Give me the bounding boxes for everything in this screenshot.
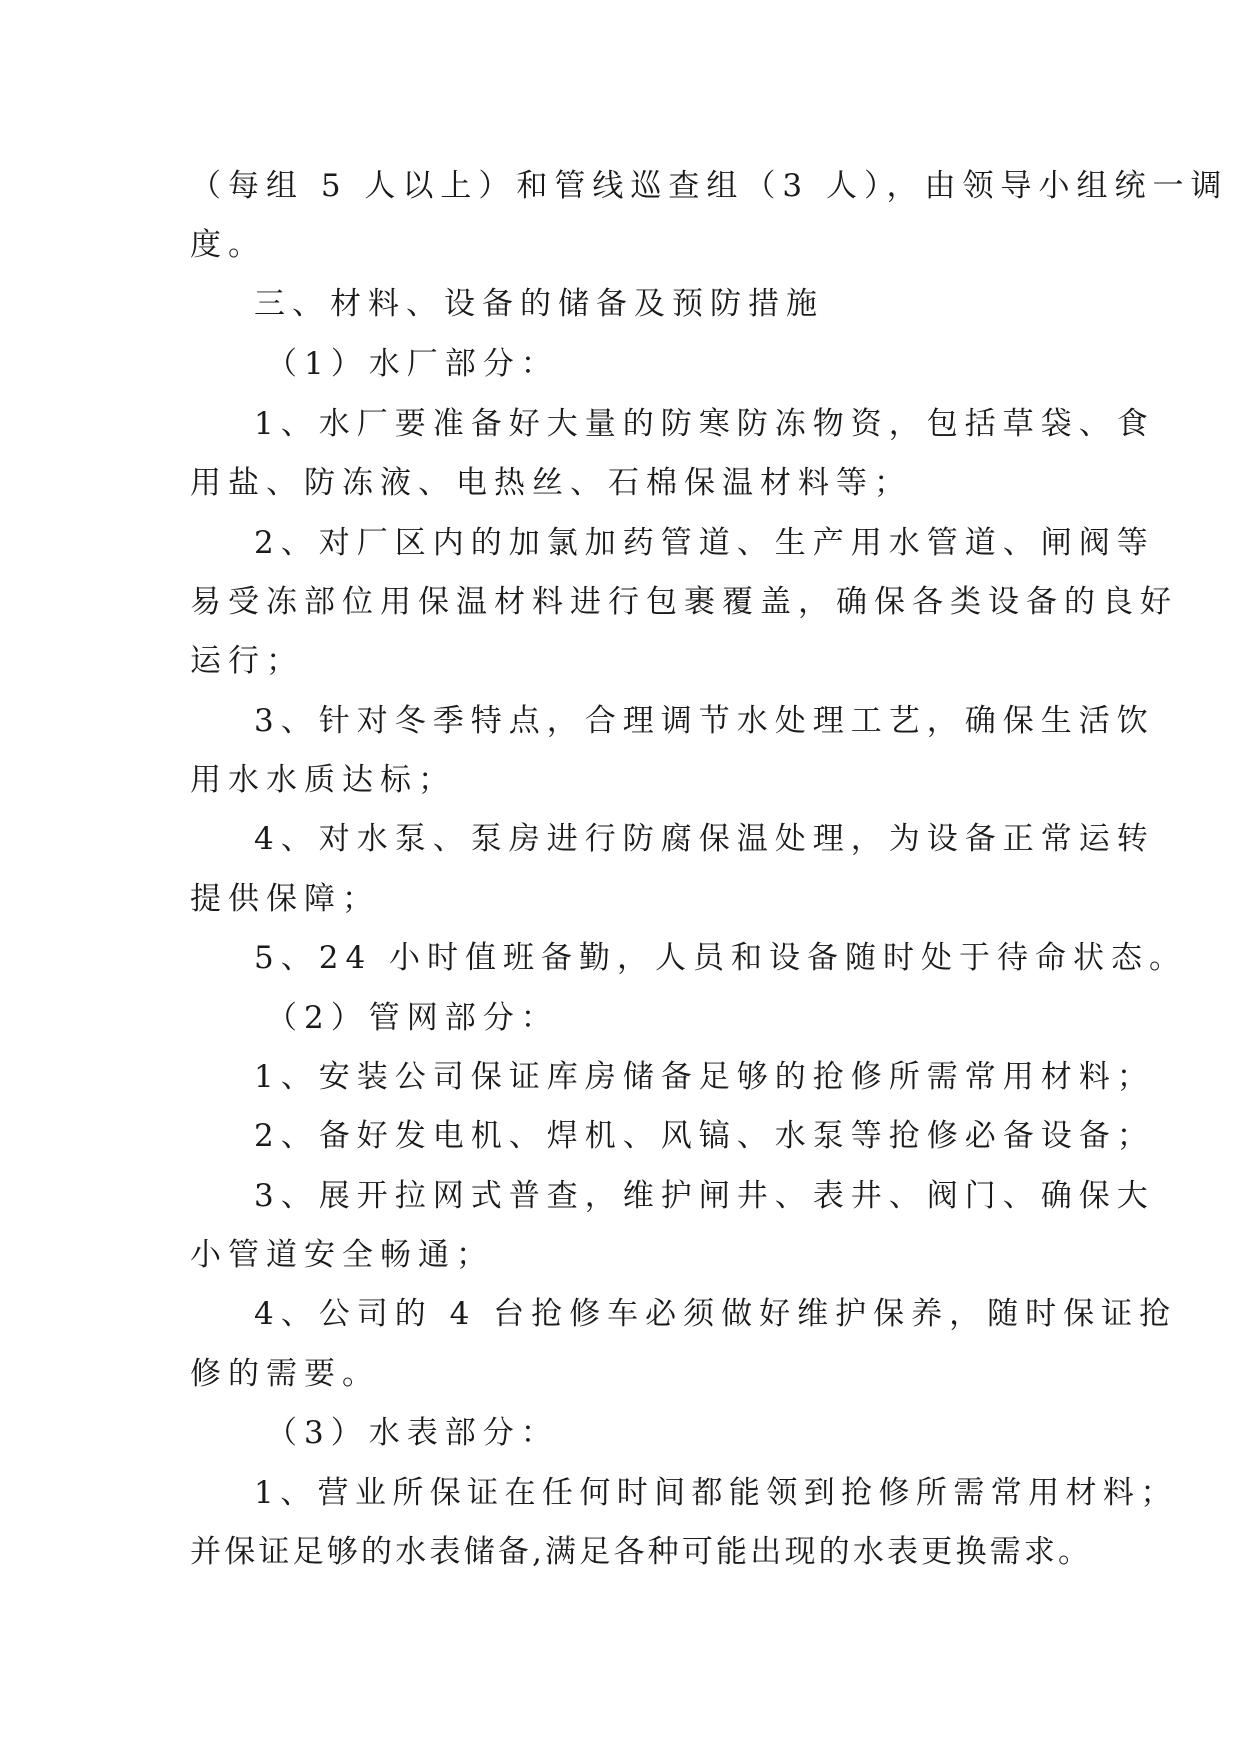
text-line: （每组 5 人以上）和管线巡查组（3 人），由领导小组统一调: [190, 168, 1229, 204]
text-line: 用盐、防冻液、电热丝、石棉保温材料等；: [190, 465, 912, 501]
subsection-heading: （1）水厂部分：: [266, 346, 559, 382]
text-line: 3、展开拉网式普查，维护闸井、表井、阀门、确保大: [254, 1178, 1155, 1214]
text-line: 4、对水泵、泵房进行防腐保温处理，为设备正常运转: [254, 821, 1155, 857]
text-line: 小管道安全畅通；: [190, 1237, 494, 1273]
text-line: 并保证足够的水表储备,满足各种可能出现的水表更换需求。: [190, 1534, 1093, 1570]
subsection-heading: （3）水表部分：: [266, 1415, 559, 1451]
text-line: 运行；: [190, 643, 304, 679]
text-line: 1、安装公司保证库房储备足够的抢修所需常用材料；: [254, 1059, 1155, 1095]
text-line: 4、公司的 4 台抢修车必须做好维护保养，随时保证抢: [254, 1296, 1178, 1332]
subsection-heading: （2）管网部分：: [266, 1000, 559, 1036]
text-line: 易受冻部位用保温材料进行包裹覆盖，确保各类设备的良好: [190, 584, 1178, 620]
text-line: 用水水质达标；: [190, 762, 456, 798]
section-heading: 三、材料、设备的储备及预防措施: [254, 286, 824, 322]
text-line: 3、针对冬季特点，合理调节水处理工艺，确保生活饮: [254, 703, 1155, 739]
text-line: 度。: [190, 227, 266, 263]
text-line: 提供保障；: [190, 881, 380, 917]
text-line: 2、对厂区内的加氯加药管道、生产用水管道、闸阀等: [254, 525, 1155, 561]
text-line: 5、24 小时值班备勤，人员和设备随时处于待命状态。: [254, 940, 1188, 976]
text-line: 2、备好发电机、焊机、风镐、水泵等抢修必备设备；: [254, 1118, 1155, 1154]
text-line: 1、水厂要准备好大量的防寒防冻物资，包括草袋、食: [254, 406, 1155, 442]
text-line: 1、营业所保证在任何时间都能领到抢修所需常用材料；: [254, 1475, 1178, 1511]
text-line: 修的需要。: [190, 1356, 380, 1392]
